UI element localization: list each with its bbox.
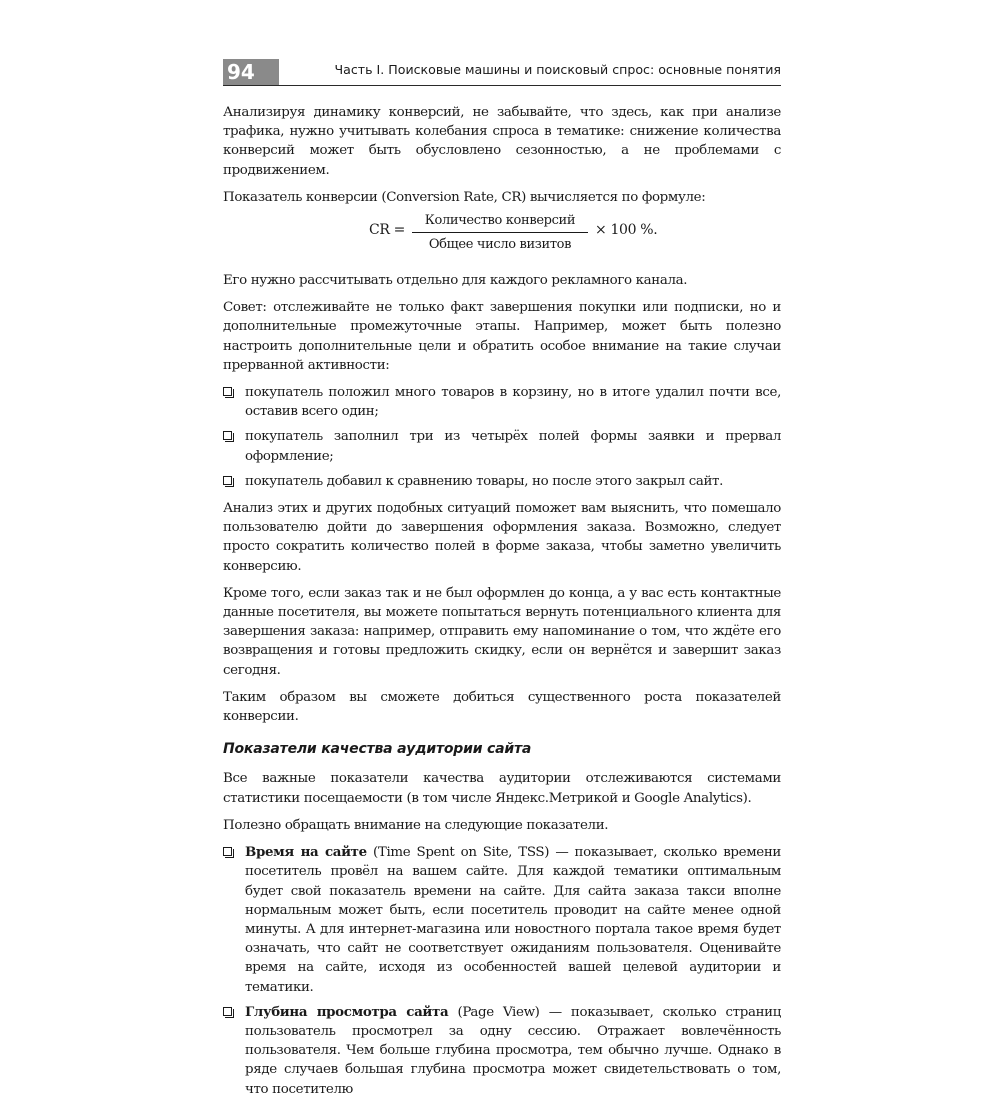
metric-description: (Page View) — показывает, сколько страниц пользователь просмотрел за одну сессию. Отражает вовлечённость пользователя. Чем больше глубина просмотра, тем обычно лучше. Однако в ряде случаев большая глубина просмотра может свидетельствовать о том, что посетителю (245, 1004, 781, 1097)
paragraph: Показатель конверсии (Conversion Rate, CR) вычисляется по формуле: (223, 189, 706, 205)
formula-rhs: × 100 %. (595, 222, 658, 239)
metric-term: Время на сайте (245, 844, 367, 861)
paragraph: Совет: отслеживайте не только факт завершения покупки или подписки, но и дополнительные промежуточные этапы. Например, может быть полезно настроить дополнительные цели и обратить особое внимание на такие случаи прерванной активности: (223, 300, 781, 373)
running-head-title: Часть I. Поисковые машины и поисковый спрос: основные понятия (334, 62, 781, 77)
list-item: покупатель добавил к сравнению товары, но после этого закрыл сайт. (223, 472, 781, 491)
audience-metrics-list (223, 843, 781, 1099)
paragraph: Анализ этих и других подобных ситуаций поможет вам выяснить, что помешало пользователю дойти до завершения оформления заказа. Возможно, следует просто сократить количество полей в форме заказа, чтобы заметно увеличить конверсию. (223, 501, 781, 574)
checkbox-bullet-icon (223, 847, 232, 856)
page-number: 94 (223, 59, 279, 85)
paragraph: Анализируя динамику конверсий, не забывайте, что здесь, как при анализе трафика, нужно учитывать колебания спроса в тематике: снижение количества конверсий может быть обусловлено сезонностью, а не проблемами с продвижением. (223, 105, 781, 178)
paragraph: Его нужно рассчитывать отдельно для каждого рекламного канала. (223, 273, 688, 289)
list-item: покупатель заполнил три из четырёх полей формы заявки и прервал оформление; (223, 427, 781, 465)
checkbox-bullet-icon (223, 387, 232, 396)
paragraph: Кроме того, если заказ так и не был оформлен до конца, а у вас есть контактные данные посетителя, вы можете попытаться вернуть потенциального клиента для завершения заказа: например, отправить ему напоминание о том, что ждёте его возвращения и готовы предложить скидку, если он вернётся и завершит заказ сегодня. (223, 585, 781, 678)
checkbox-bullet-icon (223, 1007, 232, 1016)
cr-formula (223, 215, 781, 261)
formula-fraction (412, 211, 588, 254)
page-body (223, 103, 781, 1107)
section-heading: Показатели качества аудитории сайта (223, 741, 532, 758)
paragraph: Полезно обращать внимание на следующие показатели. (223, 817, 609, 833)
list-item: покупатель положил много товаров в корзину, но в итоге удалил почти все, оставив всего один; (223, 383, 781, 421)
list-item (223, 1003, 781, 1099)
list-item (223, 843, 781, 997)
paragraph: Все важные показатели качества аудитории отслеживаются системами статистики посещаемости (в том числе Яндекс.Метрикой и Google Analytics). (223, 771, 781, 806)
metric-description: (Time Spent on Site, TSS) — показывает, сколько времени посетитель провёл на вашем сайте. Для каждой тематики оптимальным будет свой показатель времени на сайте. Для сайта заказа такси вполне нормальным может быть, если посетитель проводит на сайте менее одной минуты. А для интернет-магазина или новостного портала такое время будет означать, что сайт не соответствует ожиданиям пользователя. Оценивайте время на сайте, исходя из особенностей вашей целевой аудитории и тематики. (245, 845, 781, 995)
page-header (223, 59, 781, 86)
formula-numerator: Количество конверсий (412, 211, 588, 233)
checkbox-bullet-icon (223, 431, 232, 440)
metric-term: Глубина просмотра сайта (245, 1003, 449, 1020)
paragraph: Таким образом вы сможете добиться существенного роста показателей конверсии. (223, 689, 781, 725)
formula-lhs: CR = (369, 222, 406, 239)
checkbox-bullet-icon (223, 476, 232, 485)
formula-denominator: Общее число визитов (428, 237, 572, 253)
interrupted-activity-list (223, 383, 781, 491)
